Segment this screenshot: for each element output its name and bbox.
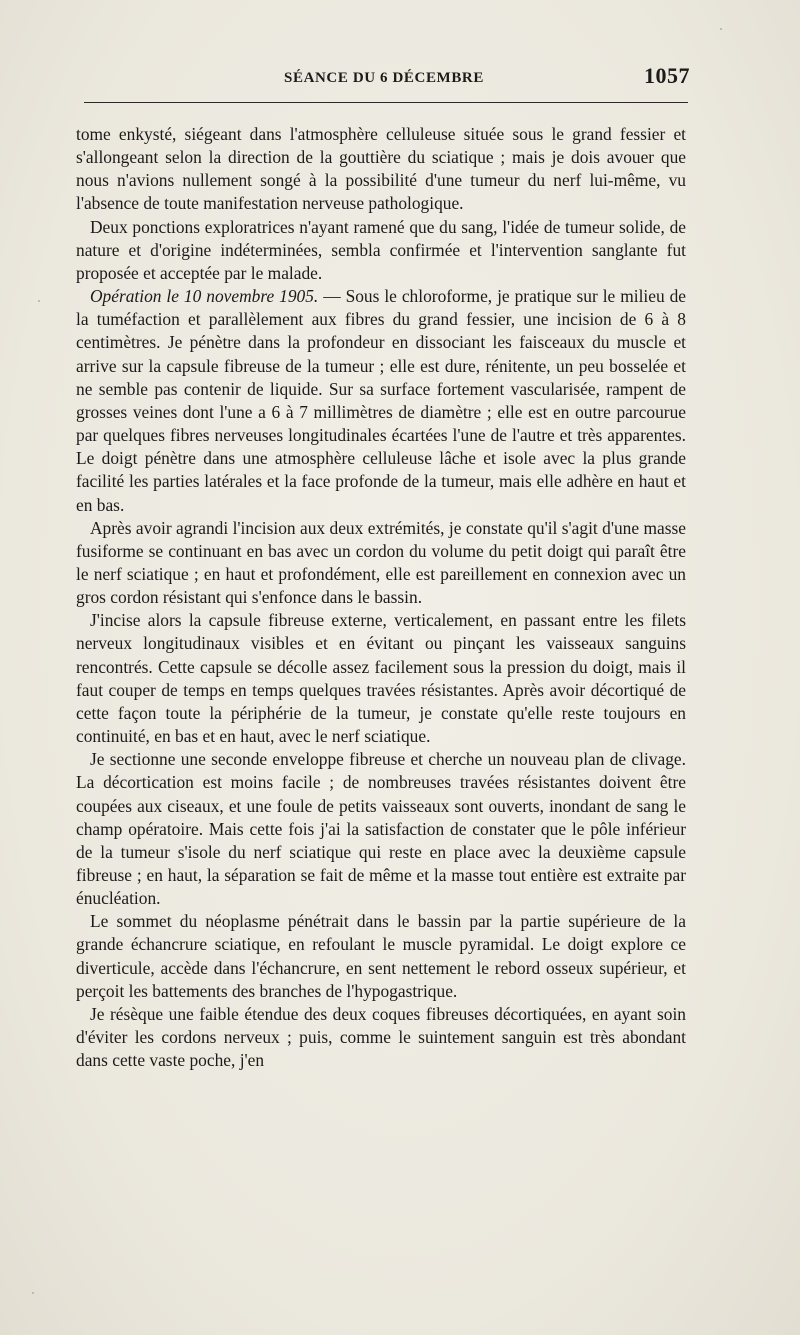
- paragraph: Opération le 10 novembre 1905. — Sous le chloroforme, je pratique sur le milieu de la tuméfaction et parallèlement aux fibres du grand fessier, une incision de 6 à 8 centimètres. Je pénètre dans la profondeur en dissociant les faisceaux du muscle et arrive sur la capsule fibreuse de la tumeur ; elle est dure, rénitente, un peu bosselée et ne semble pas contenir de liquide. Sur sa surface fortement vascularisée, rampent de grosses veines dont l'une a 6 à 7 millimètres de diamètre ; elle est en outre parcourue par quelques fibres nerveuses longitudinales écartées l'une de l'autre et très apparentes. Le doigt pénètre dans une atmosphère celluleuse lâche et isole avec la plus grande facilité les parties latérales et la face profonde de la tumeur, mais elle adhère en haut et en bas.: [76, 286, 687, 515]
- running-head: SÉANCE DU 6 DÉCEMBRE: [284, 70, 484, 86]
- paper-speck: [32, 1292, 34, 1294]
- paragraph: Je sectionne une seconde enveloppe fibreuse et cherche un nouveau plan de clivage. La décortication est moins facile ; de nombreuses travées résistantes doivent être coupées aux ciseaux, et une foule de petits vaisseaux sont ouverts, inondant de sang le champ opératoire. Mais cette fois j'ai la satisfaction de constater que le pôle inférieur de la tumeur s'isole du nerf sciatique qui reste en place avec la deuxième capsule fibreuse ; en haut, la séparation se fait de même et la masse tout entière est extraite par énucléation.: [76, 749, 686, 909]
- paragraph: Le sommet du néoplasme pénétrait dans le bassin par la partie supérieure de la grande échancrure sciatique, en refoulant le muscle pyramidal. Le doigt explore ce diverticule, accède dans l'échancrure, en sent nettement le rebord osseux supérieur, et perçoit les battements des branches de l'hypogastrique.: [76, 911, 686, 1001]
- paragraph: Je résèque une faible étendue des deux coques fibreuses décortiquées, en ayant soin d'éviter les cordons nerveux ; puis, comme le suintement sanguin est très abondant dans cette vaste poche, j'en: [76, 1003, 686, 1071]
- paragraph: Deux ponctions exploratrices n'ayant ramené que du sang, l'idée de tumeur solide, de nature et d'origine indéterminées, sembla confirmée et l'intervention sanglante fut proposée et acceptée par le malade.: [76, 216, 686, 283]
- page-number: 1057: [644, 63, 690, 88]
- header-rule: [84, 102, 688, 103]
- paragraph: tome enkysté, siégeant dans l'atmosphère celluleuse située sous le grand fessier et s'allongeant selon la direction de la gouttière du sciatique ; mais je dois avouer que nous n'avions nullement songé à la possibilité d'une tumeur du nerf lui-même, vu l'absence de toute manifestation nerveuse pathologique.: [76, 124, 686, 214]
- body-text: [76, 123, 686, 1072]
- paper-speck: [720, 28, 722, 30]
- paragraph: J'incise alors la capsule fibreuse externe, verticalement, en passant entre les filets nerveux longitudinaux visibles et en évitant ou pinçant les vaisseaux sanguins rencontrés. Cette capsule se décolle assez facilement sous la pression du doigt, mais il faut couper de temps en temps quelques travées résistantes. Après avoir décortiqué de cette façon toute la périphérie de la tumeur, je constate qu'elle reste toujours en continuité, en bas et en haut, avec le nerf sciatique.: [76, 610, 686, 747]
- operation-heading: Opération le 10 novembre 1905.: [90, 286, 319, 307]
- paragraph: Après avoir agrandi l'incision aux deux extrémités, je constate qu'il s'agit d'une masse fusiforme se continuant en bas avec un cordon du volume du petit doigt qui paraît être le nerf sciatique ; en haut et profondément, elle est pareillement en connexion avec un gros cordon résistant qui s'enfonce dans le bassin.: [76, 517, 686, 608]
- paper-speck: [38, 300, 40, 302]
- page-header: [84, 60, 690, 94]
